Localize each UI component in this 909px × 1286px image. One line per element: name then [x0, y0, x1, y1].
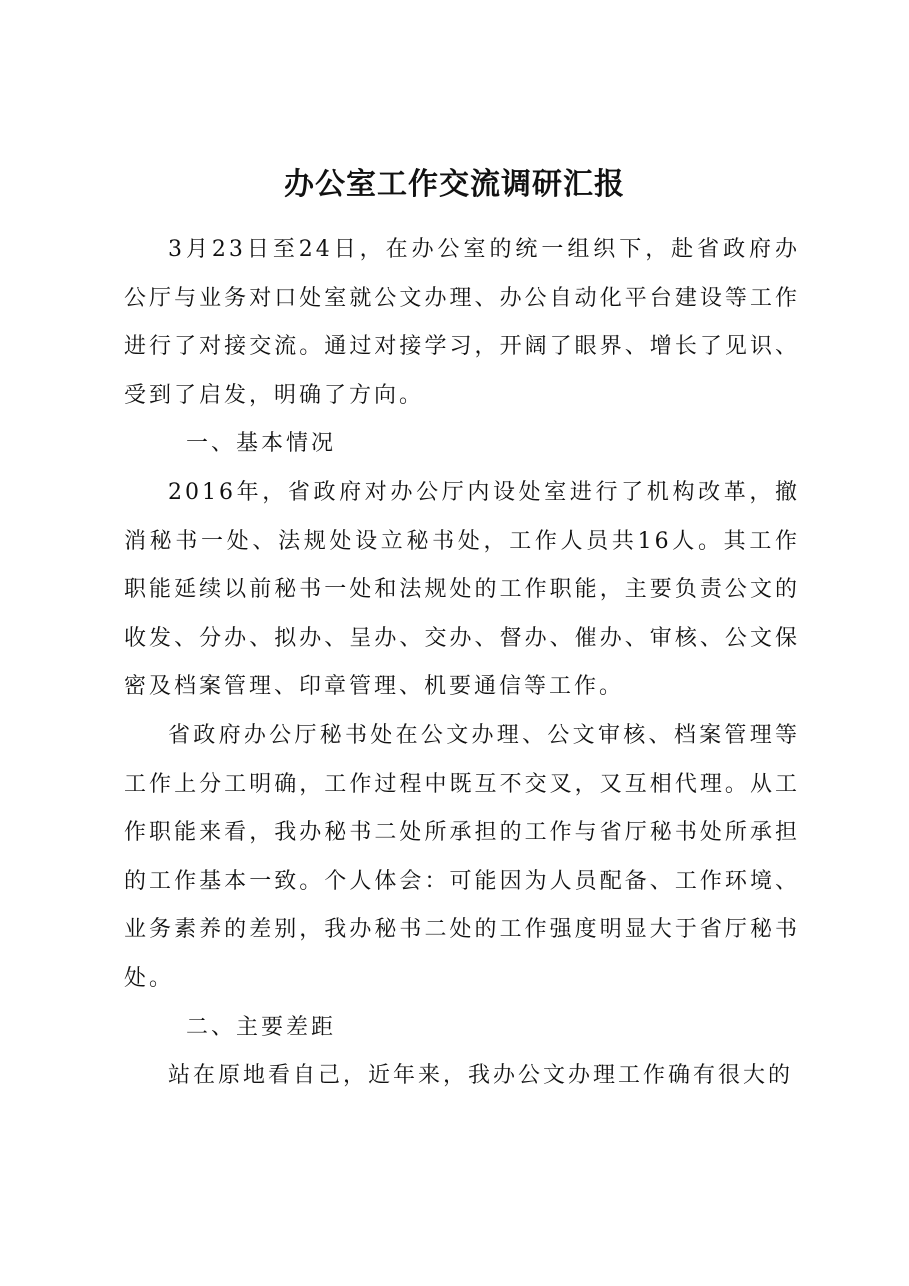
- paragraph-self-review: 站在原地看自己，近年来，我办公文办理工作确有很大的: [168, 1063, 794, 1089]
- document-body: [124, 226, 800, 1101]
- paragraph-reform: 2016年，省政府对办公厅内设处室进行了机构改革，撤消秘书一处、法规处设立秘书处，工作人员共16人。其工作职能延续以前秘书一处和法规处的工作职能，主要负责公文的收发、分办、拟办、呈办、交办、督办、催办、审核、公文保密及档案管理、印章管理、机要通信等工作。: [124, 479, 800, 700]
- paragraph-intro: 3月23日至24日，在办公室的统一组织下，赴省政府办公厅与业务对口处室就公文办理、办公自动化平台建设等工作进行了对接交流。通过对接学习，开阔了眼界、增长了见识、受到了启发，明确了方向。: [124, 237, 800, 408]
- document-title: 办公室工作交流调研汇报: [284, 167, 625, 202]
- section-heading-basic-situation: 一、基本情况: [186, 431, 337, 457]
- section-heading-main-gaps: 二、主要差距: [186, 1014, 337, 1040]
- paragraph-division: 省政府办公厅秘书处在公文办理、公文审核、档案管理等工作上分工明确，工作过程中既互不交叉，又互相代理。从工作职能来看，我办秘书二处所承担的工作与省厅秘书处所承担的工作基本一致。个人体会：可能因为人员配备、工作环境、业务素养的差别，我办秘书二处的工作强度明显大于省厅秘书处。: [124, 722, 800, 991]
